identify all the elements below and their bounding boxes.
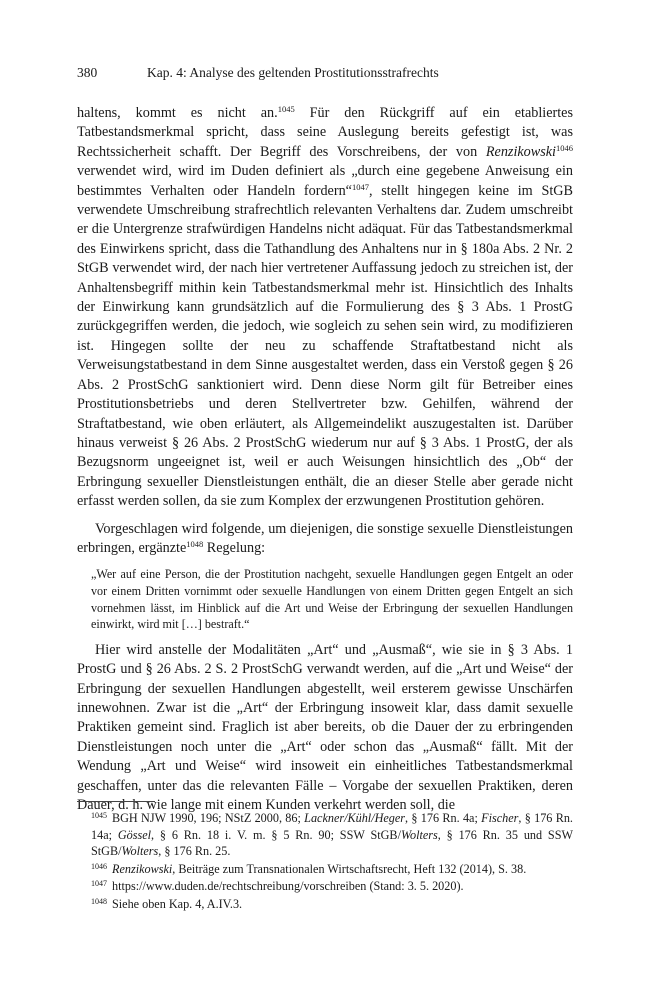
- paragraph: Hier wird anstelle der Modalitäten „Art“ und „Ausmaß“, wie sie in § 3 Abs. 1 ProstG und § 26 Abs. 2 S. 2 ProstSchG verwandt werden, auf die „Art und Weise“ der Erbringung der sexuellen Handlungen abgestellt, weil ersterem gewisse Unschärfen innewohnen. Zwar ist die „Art“ der Erbringung insoweit klar, dass damit sexuelle Praktiken gemeint sind. Fraglich ist aber bereits, ob die Dauer der zu erbringenden Dienstleistungen noch unter die „Art“ oder schon das „Ausmaß“ fällt. Mit der Wendung „Art und Weise“ wird insoweit ein einheitliches Tatbestandsmerkmal geschaffen, unter das die relevanten Fälle – Vorgabe der sexuellen Praktiken, deren Dauer, d. h. wie lange mit einem Kunden verkehrt werden soll, die: [77, 641, 573, 813]
- footnote-link[interactable]: https://www.duden.de/rechtschreibung/vorschreiben (Stand: 3. 5. 2020).: [112, 879, 464, 894]
- body-text: [77, 104, 573, 815]
- footnote-1047: [77, 878, 573, 895]
- author-name: Renzikowski: [485, 143, 556, 160]
- footnote-number: 1045: [91, 811, 107, 820]
- footnote-ref-1048[interactable]: 1048: [186, 538, 204, 549]
- footnote-1045: $^{1045}$ BGH NJW 1990, 196; NStZ 2000, 86; Lackner/Kühl/Heger, § 176 Rn. 4a; Fischer, § 176 Rn. 14a; Gössel, § 6 Rn. 18 i. V. m. § 5 Rn. 90; SSW StGB/Wolters, § 176 Rn. 35 und SSW StGB/Wolters, § 176 Rn. 25.: [91, 811, 573, 859]
- footnote-1046: $^{1046}$ Renzikowski, Beiträge zum Transnationalen Wirtschaftsrecht, Heft 132 (2014), S. 38.: [91, 861, 527, 876]
- footnote-ref-1045[interactable]: 1045: [277, 104, 295, 114]
- footnote-separator: [77, 801, 155, 802]
- footnote-number: 1048: [91, 896, 107, 906]
- footnotes: [77, 810, 573, 914]
- footnote-number: 1047: [91, 879, 107, 889]
- footnote-number: 1046: [91, 861, 107, 871]
- page-number: 380: [77, 65, 98, 80]
- footnote-ref-1046[interactable]: 1046: [556, 142, 573, 153]
- footnote-1048: $^{1048}$ Siehe oben Kap. 4, A.IV.3.: [91, 896, 243, 911]
- paragraph: haltens, kommt es nicht an.$^{1045}$ Für den Rückgriff auf ein etabliertes Tatbestandsmerkmal spricht, dass seine Auslegung bereits gefestigt ist, was Rechtssicherheit schafft. Der Begriff des Vorschreibens, der von Renzikowski$^{1046}$ verwendet wird, wird im Duden definiert als „durch eine gegebene Anweisung ein bestimmtes Verhalten oder Handeln fordern“$^{1047}$, stellt hingegen keine im StGB verwendete Umschreibung strafrechtlich relevanten Verhaltens dar. Zudem umschreibt er die Untergrenze strafwürdigen Handelns nicht adäquat. Für das Tatbestandsmerkmal des Einwirkens spricht, dass die Tathandlung des Anhaltens nur in § 180a Abs. 2 Nr. 2 StGB verwendet wird, der nach hier vertretener Auffassung jedoch zu streichen ist, der Anhaltensbegriff mithin kein Tatbestandsmerkmal mehr ist. Hinsichtlich des Inhalts der Einwirkung kann grundsätzlich auf die Formulierung des § 3 Abs. 1 ProstG zurückgegriffen werden, die jedoch, wie sogleich zu sehen sein wird, zu modifizieren ist. Hingegen sollte der neu zu schaffende Straftatbestand nicht als Verweisungstatbestand in dem Sinne ausgestaltet werden, dass ein Verstoß gegen § 26 Abs. 2 ProstSchG sanktioniert wird. Denn diese Norm gilt für Betreiber eines Prostitutionsbetriebs und deren Stellvertreter bzw. Gehilfen, während der Straftatbestand, wie oben erläutert, als Allgemeindelikt auszugestalten ist. Darüber hinaus verweist § 26 Abs. 2 ProstSchG wiederum nur auf § 3 Abs. 1 ProstG, der als Bezugsnorm ungeeignet ist, weil er auch Weisungen hinsichtlich des „Ob“ der Erbringung sexueller Dienstleistungen enthält, die an dieser Stelle aber gerade nicht erfasst werden sollen, da sie zum Komplex der erzwungenen Prostitution gehören.: [77, 104, 573, 510]
- paragraph: Vorgeschlagen wird folgende, um diejenigen, die sonstige sexuelle Dienstleistungen erbringen, ergänzte$^{1048}$ Regelung:: [77, 520, 573, 556]
- footnote-ref-1047[interactable]: 1047: [351, 181, 369, 192]
- block-quote: „Wer auf eine Person, die der Prostitution nachgeht, sexuelle Handlungen gegen Entgelt an oder vor einem Dritten vornimmt oder sexuelle Handlungen von einem Dritten gegen Entgelt an sich vornehmen lässt, im Hinblick auf die Art und Weise der Erbringung der sexuellen Handlungen einwirkt, wird mit […] bestraft.“: [91, 567, 573, 632]
- running-title: Kap. 4: Analyse des geltenden Prostitutionsstrafrechts: [147, 65, 439, 80]
